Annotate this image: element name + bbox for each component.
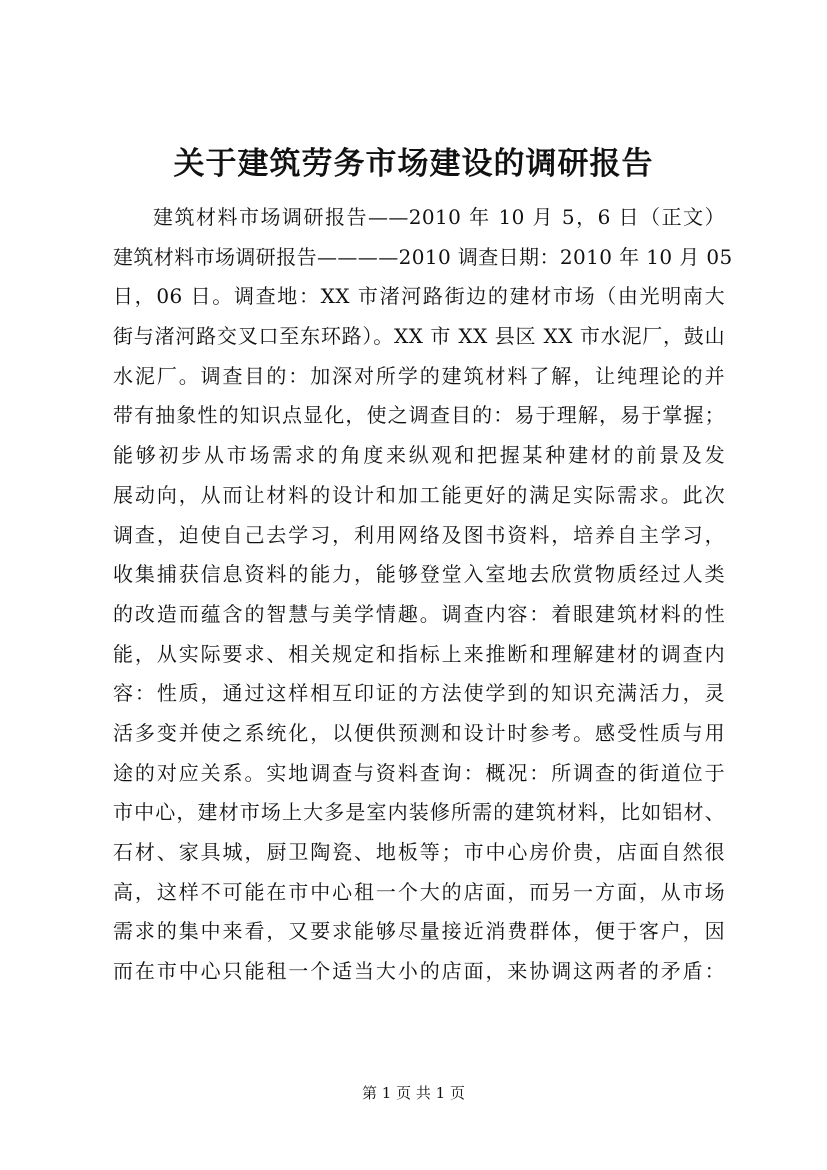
page-footer: 第 1 页 共 1 页 xyxy=(362,1084,465,1102)
body-line: 能，从实际要求、相关规定和指标上来推断和理解建材的调查内 xyxy=(113,641,725,666)
body-line: 而在市中心只能租一个适当大小的店面，来协调这两者的矛盾： xyxy=(113,959,725,984)
body-line: 需求的集中来看，又要求能够尽量接近消费群体，便于客户，因 xyxy=(113,919,725,944)
body-line: 建筑材料市场调研报告——2010 年 10 月 5，6 日（正文） xyxy=(153,205,725,229)
document-body xyxy=(113,198,733,992)
body-line: 石材、家具城，厨卫陶瓷、地板等；市中心房价贵，店面自然很 xyxy=(113,840,725,864)
body-line: 容：性质，通过这样相互印证的方法使学到的知识充满活力，灵 xyxy=(113,681,725,706)
body-line: 水泥厂。调查目的：加深对所学的建筑材料了解，让纯理论的并 xyxy=(113,363,725,388)
body-line: 市中心，建材市场上大多是室内装修所需的建筑材料，比如铝材、 xyxy=(113,800,725,825)
body-line: 建筑材料市场调研报告————2010 调查日期：2010 年 10 月 05 xyxy=(113,244,733,269)
body-line: 能够初步从市场需求的角度来纵观和把握某种建材的前景及发 xyxy=(113,443,725,468)
body-line: 高，这样不可能在市中心租一个大的店面，而另一方面，从市场 xyxy=(113,879,725,904)
body-line: 调查，迫使自己去学习，利用网络及图书资料，培养自主学习， xyxy=(113,522,725,547)
body-line: 展动向，从而让材料的设计和加工能更好的满足实际需求。此次 xyxy=(113,482,725,507)
body-line: 日，06 日。调查地：XX 市渚河路街边的建材市场（由光明南大 xyxy=(113,284,725,309)
body-line: 途的对应关系。实地调查与资料查询：概况：所调查的街道位于 xyxy=(113,760,725,785)
body-line: 带有抽象性的知识点显化，使之调查目的：易于理解，易于掌握； xyxy=(113,403,725,428)
document-title: 关于建筑劳务市场建设的调研报告 xyxy=(173,146,654,182)
body-line: 活多变并使之系统化，以便供预测和设计时参考。感受性质与用 xyxy=(113,720,725,745)
body-line: 街与渚河路交叉口至东环路）。XX 市 XX 县区 XX 市水泥厂，鼓山 xyxy=(113,324,725,349)
body-line: 收集捕获信息资料的能力，能够登堂入室地去欣赏物质经过人类 xyxy=(113,562,725,587)
body-line: 的改造而蕴含的智慧与美学情趣。调查内容：着眼建筑材料的性 xyxy=(113,601,725,626)
